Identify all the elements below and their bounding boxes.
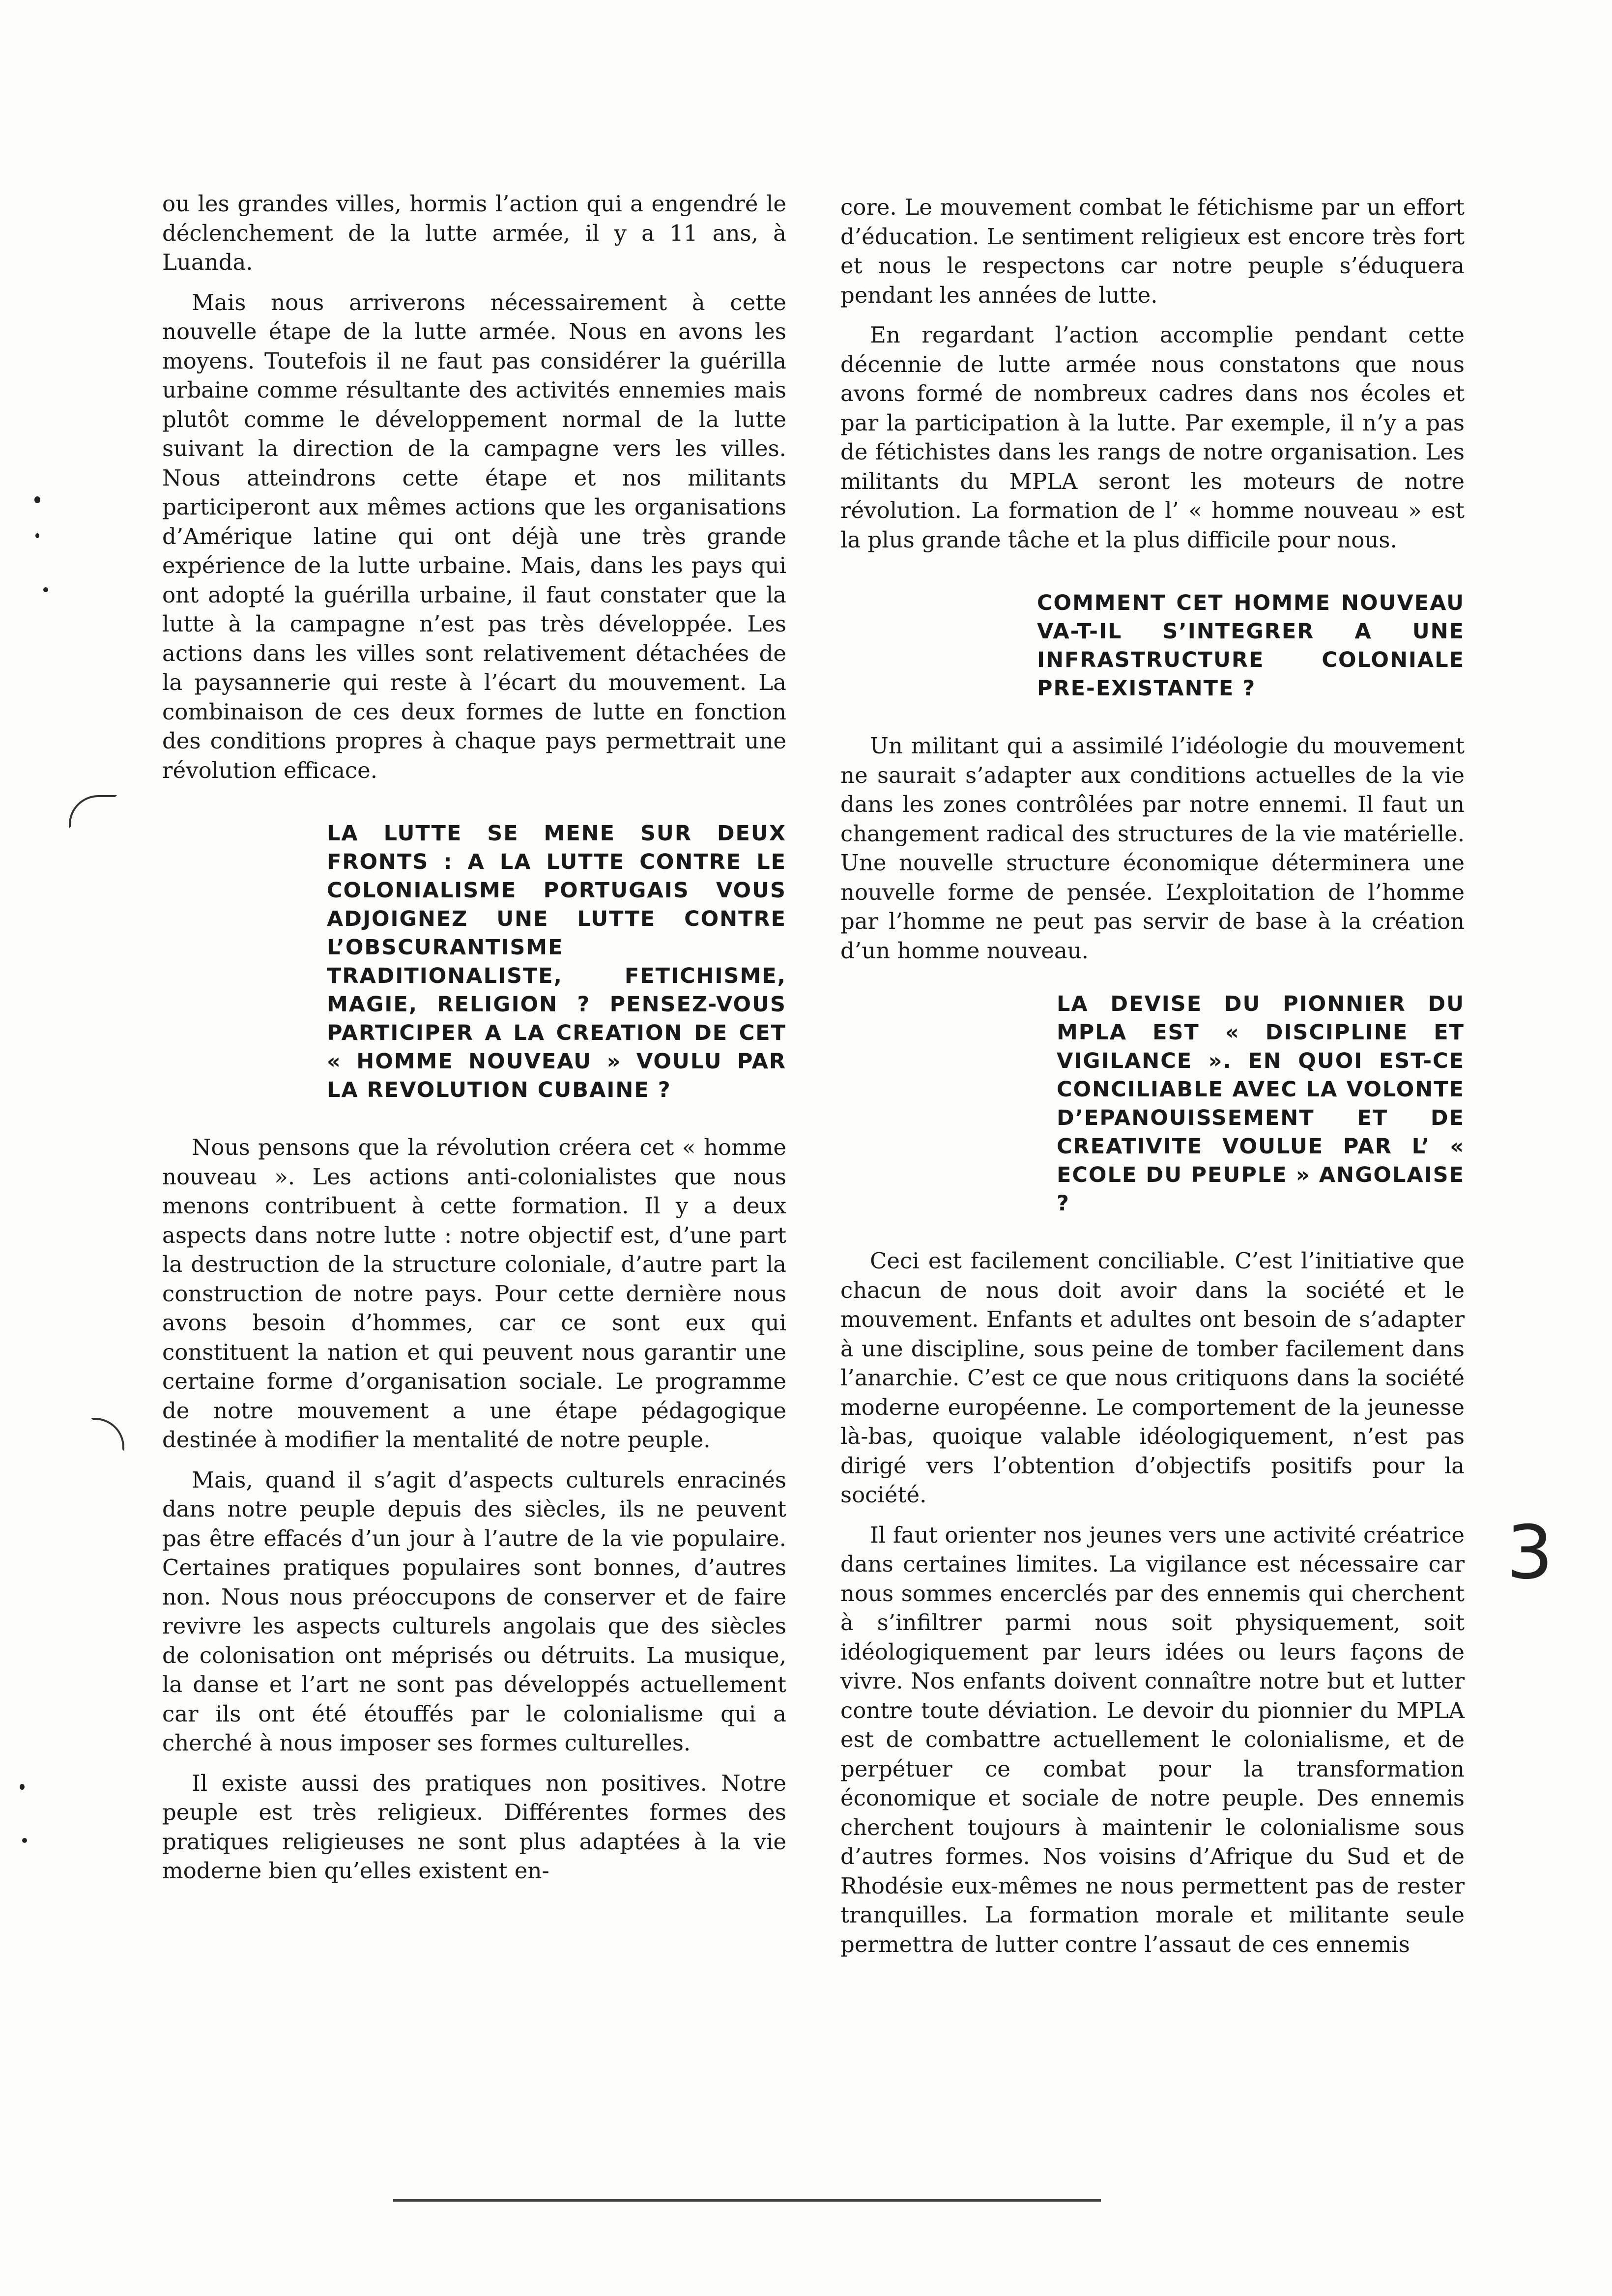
left-paragraph-3: Nous pensons que la révolution créera cet « homme nouveau ». Les actions anti-colonialistes que nous menons contribuent à cette formation. Il y a deux aspects dans notre lutte : notre objectif est, d’une part la destruction de la structure coloniale, d’autre part la construction de notre pays. Pour cette dernière nous avons besoin d’hommes, car ce sont eux qui constituent la nation et qui peuvent nous garantir une certaine forme d’organisation sociale. Le programme de notre mouvement a une étape pédagogique destinée à modifier la mentalité de notre peuple. [162,1134,786,1453]
bottom-rule-left [393,2199,742,2202]
page-number: 3 [1506,1510,1554,1596]
hole-punch-mark [91,1418,124,1451]
left-paragraph-2: Mais nous arriverons nécessairement à cette nouvelle étape de la lutte armée. Nous en avons les moyens. Toutefois il ne faut pas considérer la guérilla urbaine comme résultante des activités ennemies mais plutôt comme le développement normal de la lutte suivant la direction de la campagne vers les villes. Nous atteindrons cette étape et nos militants participeront aux mêmes actions que les organisations d’Amérique latine qui ont déjà une très grande expérience de la lutte urbaine. Mais, dans les pays qui ont adopté la guérilla urbaine, il faut constater que la lutte à la campagne n’est pas très développée. Les actions dans les villes sont relativement détachées de la paysannerie qui reste à l’écart du mouvement. La combinaison de ces deux formes de lutte en fonction des conditions propres à chaque pays permettrait une révolution efficace. [162,289,786,783]
bottom-rule-right [727,2199,1101,2202]
right-column [840,193,1465,1970]
hole-punch-mark [69,795,117,829]
left-paragraph-1: ou les grandes villes, hormis l’action qui a engendré le déclenchement de la lutte armée, il y a 11 ans, à Luanda. [162,191,786,275]
scan-speck [20,1784,25,1790]
right-paragraph-1: core. Le mouvement combat le fétichisme par un effort d’éducation. Le sentiment religieux est encore très fort et nous le respectons car notre peuple s’éduquera pendant les années de lutte. [840,194,1465,308]
scan-speck [22,1838,27,1843]
left-paragraph-5: Il existe aussi des pratiques non positives. Notre peuple est très religieux. Différentes formes des pratiques religieuses ne sont plus adaptées à la vie moderne bien qu’elles existent en- [162,1770,786,1884]
interview-question-2: COMMENT CET HOMME NOUVEAU VA-T-IL S’INTEGRER A UNE INFRASTRUCTURE COLONIALE PRE-EXISTANTE ? [1037,591,1465,701]
right-paragraph-2: En regardant l’action accomplie pendant cette décennie de lutte armée nous constatons que nous avons formé de nombreux cadres dans nos écoles et par la participation à la lutte. Par exemple, il n’y a pas de fétichistes dans les rangs de notre organisation. Les militants du MPLA seront les moteurs de notre révolution. La formation de l’ « homme nouveau » est la plus grande tâche et la plus difficile pour nous. [840,322,1465,553]
left-column [162,189,786,1896]
interview-question-3: LA DEVISE DU PIONNIER DU MPLA EST « DISCIPLINE ET VIGILANCE ». EN QUOI EST-CE CONCILIABLE AVEC LA VOLONTE D’EPANOUISSEMENT ET DE CREATIVITE VOULUE PAR L’ « ECOLE DU PEUPLE » ANGOLAISE ? [1057,992,1465,1216]
interview-question-1: LA LUTTE SE MENE SUR DEUX FRONTS : A LA LUTTE CONTRE LE COLONIALISME PORTUGAIS VOUS ADJOIGNEZ UNE LUTTE CONTRE L’OBSCURANTISME TRADITIONALISTE, FETICHISME, MAGIE, RELIGION ? PENSEZ-VOUS PARTICIPER A LA CREATION DE CET « HOMME NOUVEAU » VOULU PAR LA REVOLUTION CUBAINE ? [327,821,786,1102]
scan-speck [34,496,40,503]
right-paragraph-3: Un militant qui a assimilé l’idéologie du mouvement ne saurait s’adapter aux conditions actuelles de la vie dans les zones contrôlées par notre ennemi. Il faut un changement radical des structures de la vie matérielle. Une nouvelle structure économique déterminera une nouvelle forme de pensée. L’exploitation de l’homme par l’homme ne peut pas servir de base à la création d’un homme nouveau. [840,733,1465,964]
left-paragraph-4: Mais, quand il s’agit d’aspects culturels enracinés dans notre peuple depuis des siècles, ils ne peuvent pas être effacés d’un jour à l’autre de la vie populaire. Certaines pratiques populaires sont bonnes, d’autres non. Nous nous préoccupons de conserver et de faire revivre les aspects culturels angolais que des siècles de colonisation ont méprisés ou détruits. La musique, la danse et l’art ne sont pas développés actuellement car ils ont été étouffés par le colonialisme qui a cherché à nous imposer ses formes culturelles. [162,1466,786,1756]
scan-speck [43,587,48,592]
scan-speck [35,533,39,538]
right-paragraph-4: Ceci est facilement conciliable. C’est l’initiative que chacun de nous doit avoir dans la société et le mouvement. Enfants et adultes ont besoin de s’adapter à une discipline, sous peine de tomber facilement dans l’anarchie. C’est ce que nous critiquons dans la société moderne européenne. Le comportement de la jeunesse là-bas, quoique valable idéologiquement, n’est pas dirigé vers l’obtention d’objectifs positifs pour la société. [840,1248,1465,1508]
right-paragraph-5: Il faut orienter nos jeunes vers une activité créatrice dans certaines limites. La vigilance est nécessaire car nous sommes encerclés par des ennemis qui cherchent à s’infiltrer parmi nous soit physiquement, soit idéologiquement par leurs idées ou leurs façons de vivre. Nos enfants doivent connaître notre but et lutter contre toute déviation. Le devoir du pionnier du MPLA est de combattre actuellement le colonialisme, et de perpétuer ce combat pour la transformation économique et sociale de notre peuple. Des ennemis cherchent toujours à maintenir le colonialisme sous d’autres formes. Nos voisins d’Afrique du Sud et de Rhodésie eux-mêmes ne nous permettent pas de rester tranquilles. La formation morale et militante seule permettra de lutter contre l’assaut de ces ennemis [840,1521,1465,1957]
